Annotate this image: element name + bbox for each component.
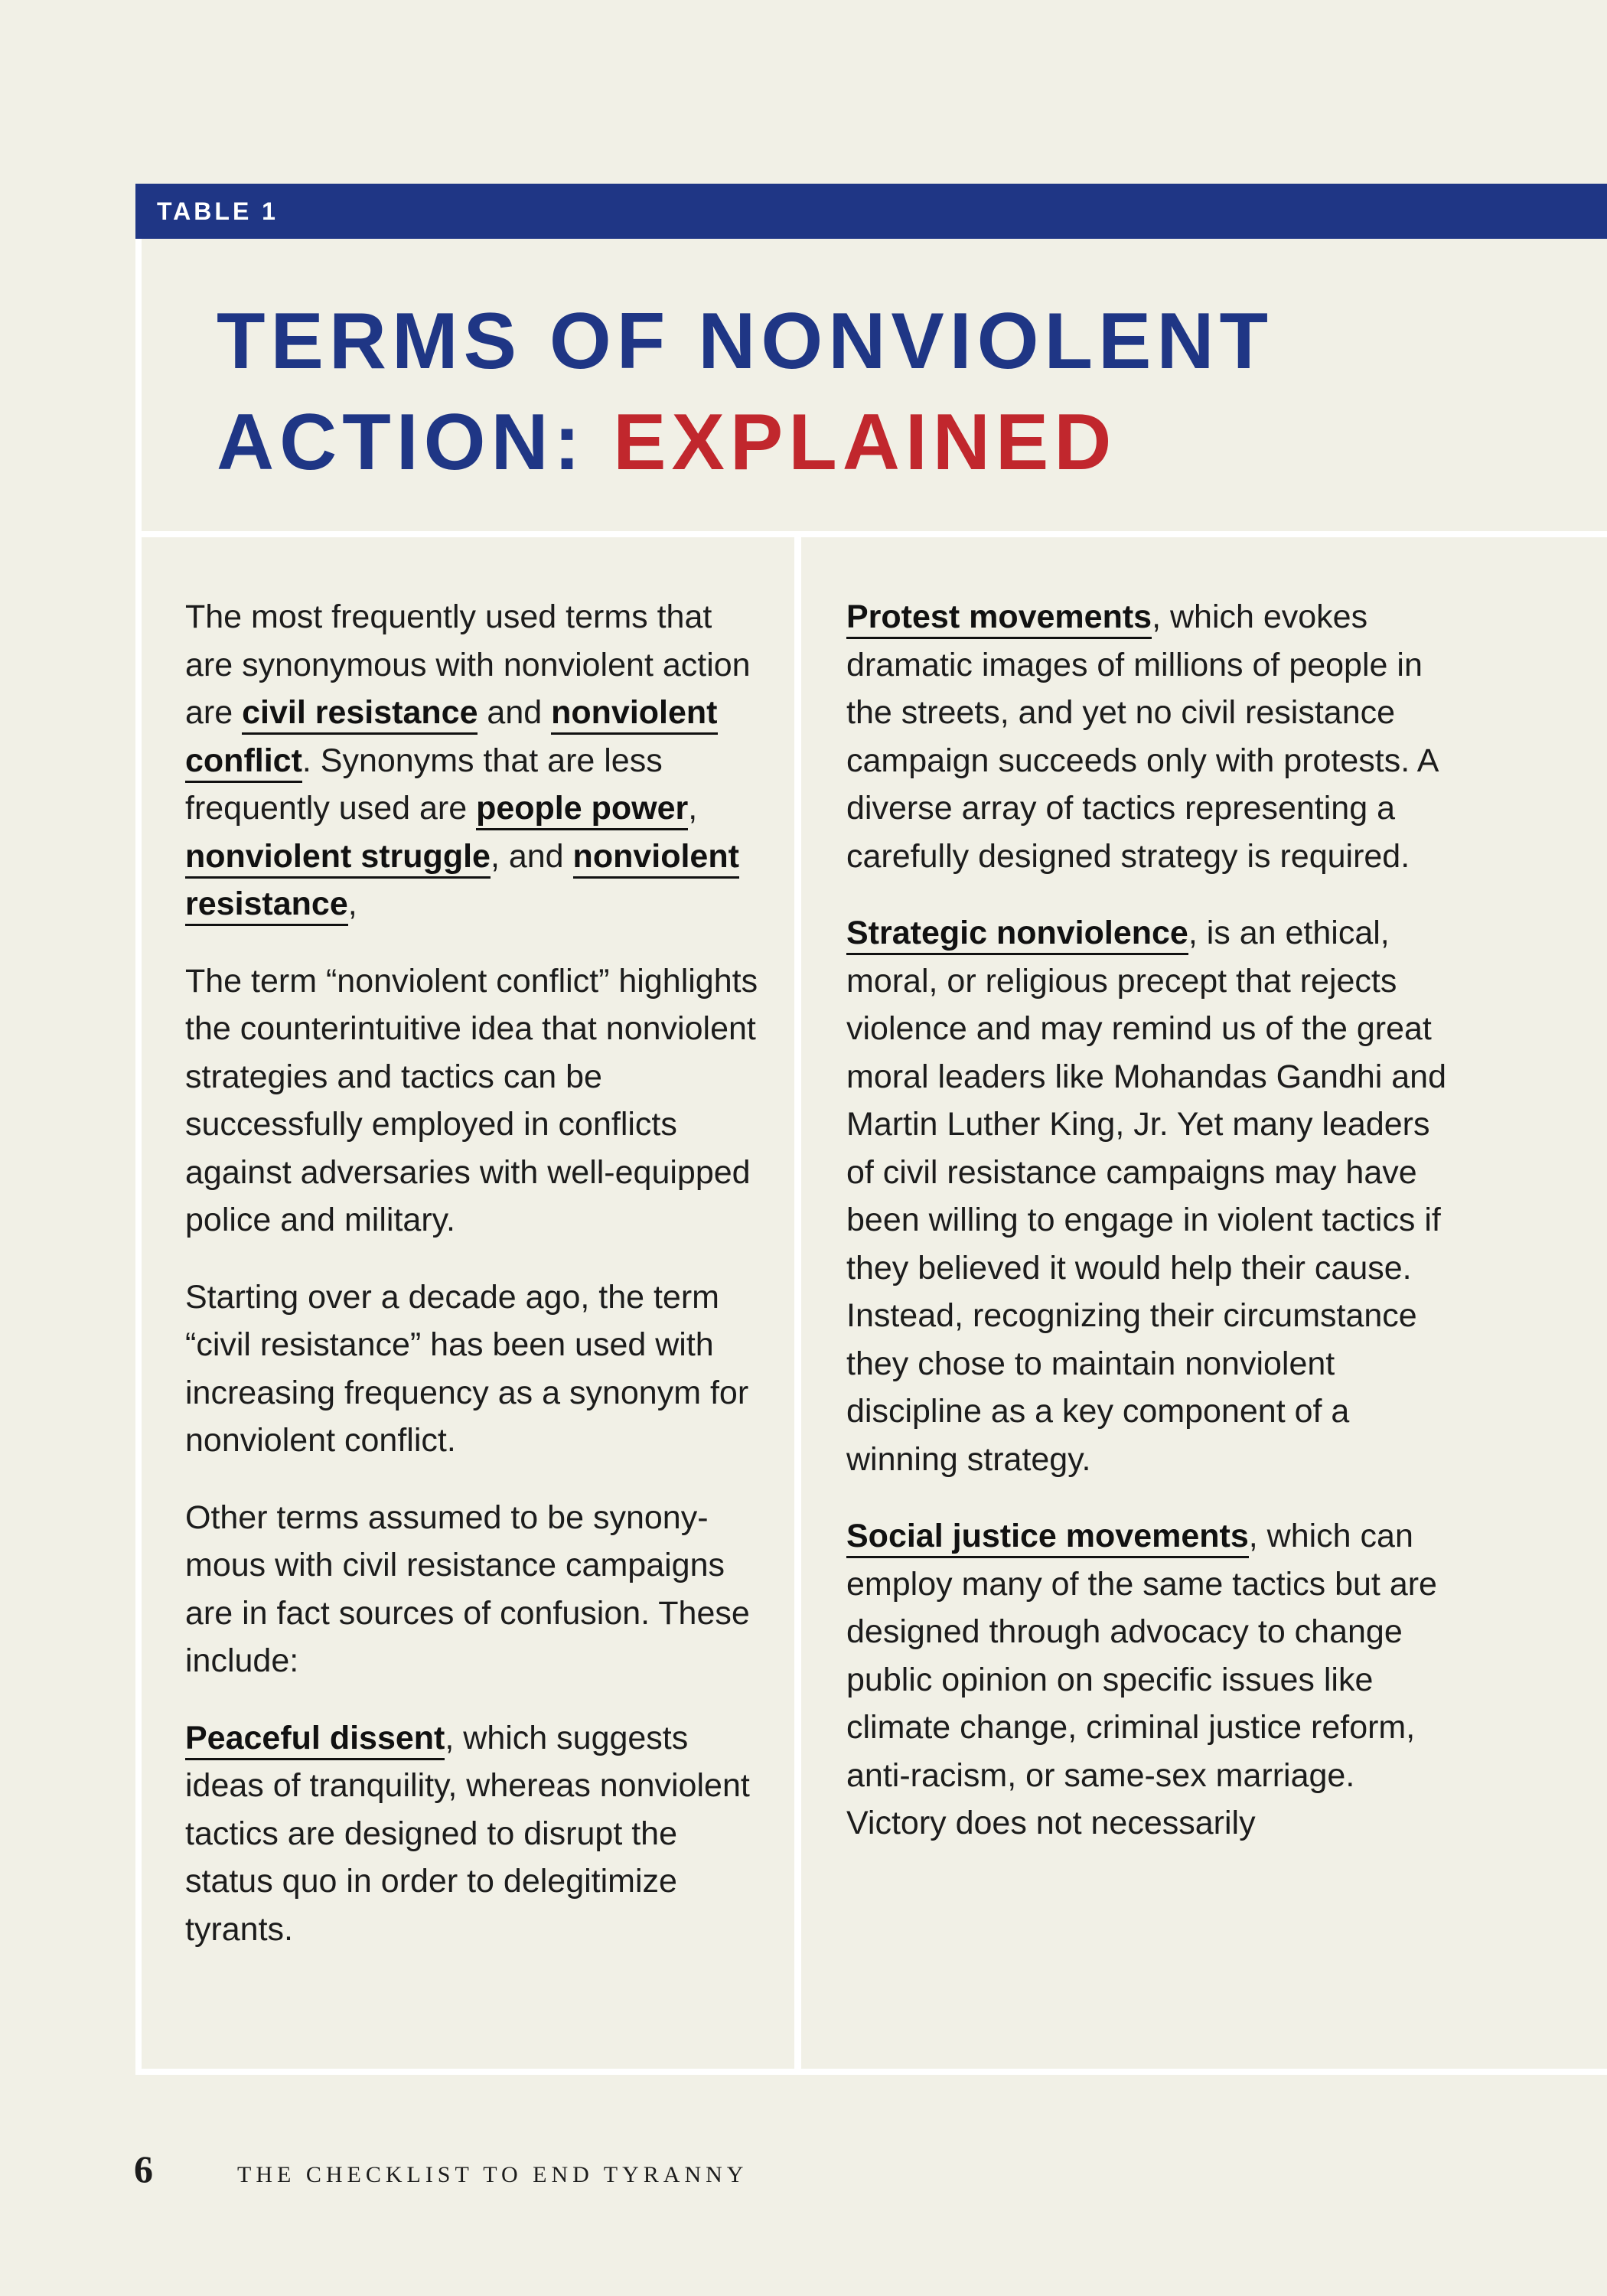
paragraph-protest-movements [846,593,1451,880]
text-run: The most frequently used terms that are synonymous with nonviolent action are [185,598,751,731]
text-run: , is an ethical, moral, or religious precept that rejects violence and may remind us of the great moral leaders like Mohandas Gandhi and Martin Luther King, Jr. Yet many leaders of civil resistance campaigns may have been willing to engage in violent tactics if they believed it would help their cause. Instead, recognizing their circumstance they chose to maintain nonviolent discipline as a key component of a winning strategy. [846,915,1447,1478]
page-title [217,291,1273,493]
term-protest-movements: Protest movements [846,598,1152,639]
running-title: THE CHECKLIST TO END TYRANNY [237,2162,748,2187]
term-civil-resistance: civil resistance [242,694,478,735]
page-number: 6 [134,2148,153,2190]
paragraph-synonyms [185,593,767,928]
term-nonviolent-conflict: nonviolent conflict [185,694,718,783]
title-line-2-prefix: ACTION: [217,398,614,487]
text-run: , which evokes dramatic images of millions of people in the streets, and yet no civil resistance campaign succeeds only with protests. A diverse array of tactics representing a carefully designed strategy is required. [846,598,1438,875]
right-column [846,593,1451,1877]
paragraph-civil-resistance: Starting over a decade ago, the term “civil resistance” has been used with increasing frequency as a synonym for nonviolent conflict. [185,1278,749,1459]
paragraph-nonviolent-conflict: The term “nonviolent conflict” highlights the counterintuitive idea that nonviolent strategies and tactics can be successfully employed in conflicts against adversaries with well-equipped police and military. [185,962,758,1238]
text-run: and [478,694,552,731]
column-divider [794,537,801,2069]
page-footer [134,2147,748,2193]
table-label: TABLE 1 [135,184,1607,239]
term-nonviolent-struggle: nonviolent struggle [185,838,491,879]
term-nonviolent-resistance: nonviolent resistance [185,838,739,927]
paragraph-peaceful-dissent [185,1714,767,1954]
title-divider [142,531,1607,537]
paragraph-strategic-nonviolence [846,909,1451,1483]
text-run: , [688,790,698,827]
title-accent: EXPLAINED [613,398,1117,487]
paragraph-social-justice [846,1512,1451,1848]
text-run: , which suggests ideas of tranquility, whereas nonviolent tactics are designed to disrupt the status quo in order to delegitimize tyrants. [185,1719,750,1948]
term-peaceful-dissent: Peaceful dissent [185,1720,445,1760]
term-people-power: people power [476,790,688,830]
left-column [185,593,767,1982]
paragraph-other-terms: Other terms assumed to be synonymous with civil resistance campaigns are in fact sources of confusion. These include: [185,1499,750,1679]
text-run: . Synonyms that are less frequently used are [185,742,663,827]
text-run: , [347,885,357,922]
term-social-justice-movements: Social justice movements [846,1518,1249,1558]
text-run: , which can employ many of the same tactics but are designed through advocacy to change public opinion on specific issues like climate change, criminal justice reform, anti-racism, or same-sex marriage. Victory does not necessarily [846,1518,1437,1841]
text-run: , and [490,837,573,875]
title-line-1: TERMS OF NONVIOLENT [217,297,1273,386]
term-strategic-nonviolence: Strategic nonviolence [846,915,1188,955]
